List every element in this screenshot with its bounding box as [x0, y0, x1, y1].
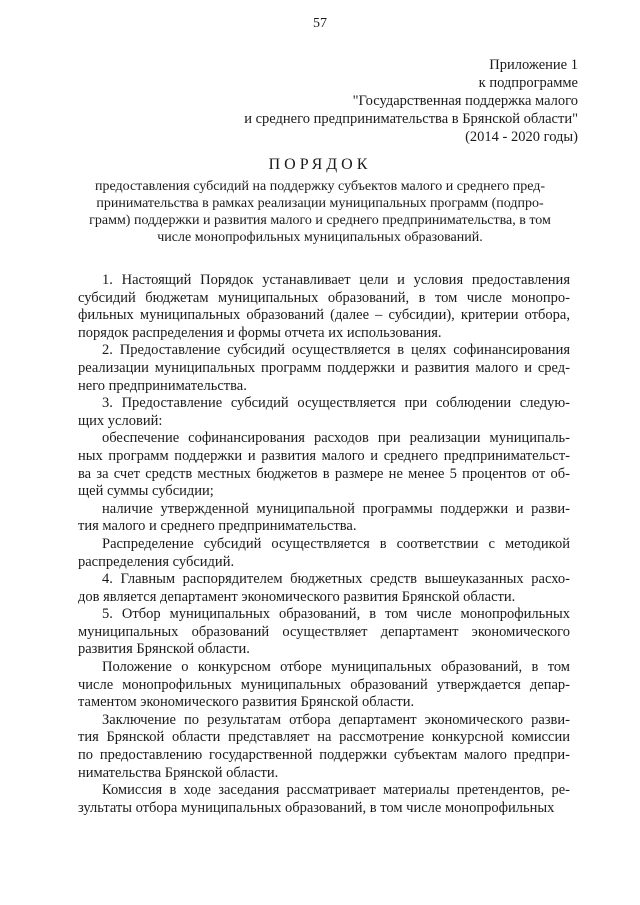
- paragraph-line: дов является департамент экономического развития Брянской области.: [78, 588, 516, 605]
- paragraph-line: Положение о конкурсном отборе муниципальных образований, в том: [102, 659, 570, 676]
- paragraph-line: 3. Предоставление субсидий осуществляется при соблюдении следую-: [102, 395, 570, 412]
- appendix-line: (2014 - 2020 годы): [465, 129, 578, 145]
- body-paragraph: [78, 606, 570, 659]
- paragraph-line: Комиссия в ходе заседания рассматривает материалы претендентов, ре-: [102, 782, 570, 799]
- body-paragraph: [78, 571, 570, 606]
- paragraph-line: субсидий бюджетам муниципальных образований, в том числе монопро-: [78, 289, 570, 306]
- subtitle-line: принимательства в рамках реализации муниципальных программ (подпро-: [96, 196, 544, 211]
- appendix-line: "Государственная поддержка малого: [352, 93, 578, 109]
- paragraph-line: распределения субсидий.: [78, 553, 235, 570]
- paragraph-line: Заключение по результатам отбора департамент экономического разви-: [102, 711, 570, 728]
- paragraph-line: обеспечение софинансирования расходов при реализации муниципаль-: [102, 430, 570, 447]
- paragraph-line: порядок распределения и формы отчета их использования.: [78, 324, 442, 341]
- body-paragraph: [78, 430, 570, 500]
- subtitle-line: грамм) поддержки и развития малого и среднего предпринимательства, в том: [89, 213, 551, 228]
- paragraph-line: реализации муниципальных программ поддержки и развития малого и сред-: [78, 359, 570, 376]
- paragraph-line: наличие утвержденной муниципальной программы поддержки и разви-: [102, 500, 570, 517]
- body-paragraph: [78, 536, 570, 571]
- paragraph-line: ва за счет средств местных бюджетов в размере не менее 5 процентов от об-: [78, 465, 570, 482]
- subtitle-line: числе монопрофильных муниципальных образований.: [157, 230, 483, 245]
- paragraph-line: тия Брянской области представляет на рассмотрение конкурсной комиссии: [78, 729, 570, 746]
- appendix-header: [244, 56, 578, 146]
- paragraph-line: развития Брянской области.: [78, 641, 250, 658]
- paragraph-line: тия малого и среднего предпринимательства.: [78, 518, 357, 535]
- document-title: ПОРЯДОК: [268, 156, 372, 173]
- body-paragraph: [78, 501, 570, 536]
- appendix-line: к подпрограмме: [478, 75, 578, 91]
- body-paragraph: [78, 395, 570, 430]
- paragraph-line: 2. Предоставление субсидий осуществляется в целях софинансирования: [102, 342, 570, 359]
- paragraph-line: 1. Настоящий Порядок устанавливает цели и условия предоставления: [102, 272, 570, 288]
- paragraph-line: таментом экономического развития Брянской области.: [78, 694, 415, 711]
- body-paragraph: [78, 712, 570, 782]
- body-paragraph: [78, 342, 570, 395]
- paragraph-line: ных программ поддержки и развития малого и среднего предпринимательст-: [78, 447, 570, 464]
- appendix-line: Приложение 1: [489, 57, 578, 73]
- paragraph-line: 4. Главным распорядителем бюджетных средств вышеуказанных расхо-: [102, 571, 570, 588]
- paragraph-line: Распределение субсидий осуществляется в соответствии с методикой: [102, 535, 570, 552]
- document-body: [78, 272, 570, 817]
- paragraph-line: него предпринимательства.: [78, 377, 247, 394]
- paragraph-line: 5. Отбор муниципальных образований, в том числе монопрофильных: [102, 606, 570, 623]
- paragraph-line: зультаты отбора муниципальных образований, в том числе монопрофильных: [78, 799, 555, 816]
- body-paragraph: [78, 782, 570, 817]
- paragraph-line: муниципальных образований осуществляет департамент экономического: [78, 623, 570, 640]
- body-paragraph: [78, 659, 570, 712]
- paragraph-line: щей суммы субсидии;: [78, 483, 214, 500]
- paragraph-line: щих условий:: [78, 412, 163, 429]
- subtitle-line: предоставления субсидий на поддержку субъектов малого и среднего пред-: [94, 179, 546, 194]
- document-subtitle: [0, 178, 640, 246]
- page-number: 57: [313, 16, 327, 31]
- appendix-line: и среднего предпринимательства в Брянской области": [244, 111, 578, 127]
- paragraph-line: фильных муниципальных образований (далее – субсидии), критерии отбора,: [78, 307, 570, 324]
- paragraph-line: по предоставлению государственной поддержки субъектам малого предпри-: [78, 747, 570, 764]
- paragraph-line: нимательства Брянской области.: [78, 764, 279, 781]
- paragraph-line: числе монопрофильных муниципальных образований утверждается депар-: [78, 676, 570, 693]
- body-paragraph: [78, 272, 570, 342]
